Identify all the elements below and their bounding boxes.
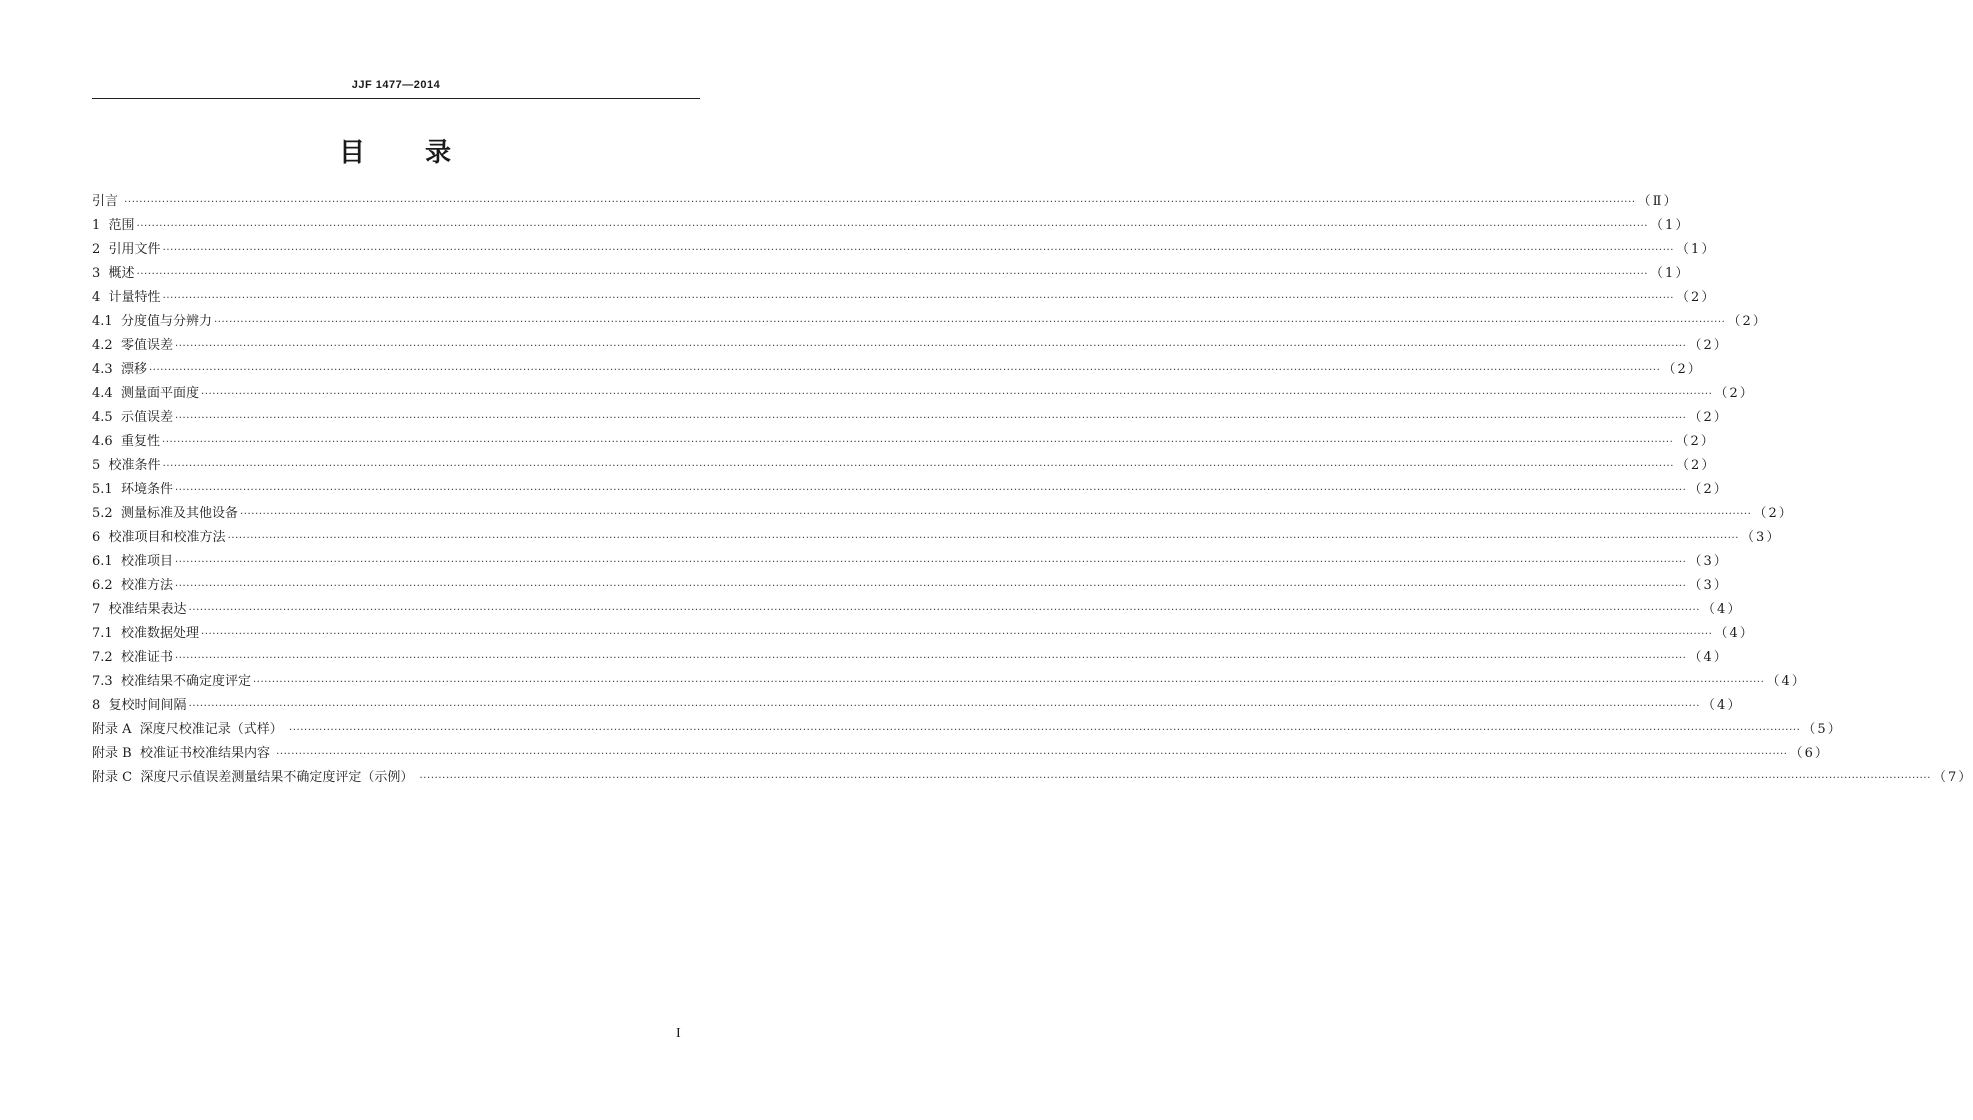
toc-entry[interactable] (92, 694, 1743, 718)
toc-entry[interactable] (92, 214, 1691, 238)
toc-entry-number: 1 (92, 218, 109, 233)
dot-leader: ················································································································································································································································································································································································································ (148, 365, 1661, 376)
toc-entry[interactable] (92, 598, 1743, 622)
toc-entry-page: （3） (1688, 554, 1729, 569)
toc-entry-number: 5 (92, 458, 109, 473)
toc-entry[interactable] (92, 502, 1794, 526)
toc-entry-page: （3） (1741, 530, 1782, 545)
toc-entry-label: 测量面平面度 (120, 386, 199, 401)
toc-entry[interactable] (92, 574, 1729, 598)
toc-entry-number: 4.2 (92, 338, 121, 353)
toc-entry-number: 7 (92, 602, 109, 617)
toc-entry[interactable] (92, 358, 1703, 382)
toc-entry-number: 7.3 (92, 674, 121, 689)
toc-entry-label: 引用文件 (108, 242, 161, 257)
dot-leader: ················································································································································································································································································································································································································ (213, 317, 1726, 328)
toc-entry-page: （Ⅱ） (1637, 194, 1679, 209)
toc-entry-label: 引言 (92, 194, 123, 209)
toc-entry-label: 测量标准及其他设备 (120, 506, 238, 521)
toc-entry[interactable] (92, 334, 1729, 358)
dot-leader: ················································································································································································································································································································································································································ (136, 269, 1649, 280)
toc-entry-label: 零值误差 (120, 338, 173, 353)
toc-entry-number: 4.4 (92, 386, 121, 401)
toc-entry[interactable] (92, 550, 1729, 574)
header-rule (92, 98, 700, 99)
toc-entry[interactable] (92, 742, 1830, 766)
toc-entry-label: 深度尺校准记录（式样） (139, 722, 287, 737)
toc-entry-page: （3） (1688, 578, 1729, 593)
toc-entry[interactable] (92, 238, 1717, 262)
toc-entry-page: （1） (1676, 242, 1717, 257)
toc-entry[interactable] (92, 478, 1729, 502)
dot-leader: ················································································································································································································································································································································································································ (174, 557, 1687, 568)
toc-entry-page: （2） (1676, 458, 1717, 473)
toc-entry[interactable] (92, 766, 1973, 790)
toc-entry-number: 3 (92, 266, 109, 281)
toc-entry-label: 校准项目和校准方法 (108, 530, 226, 545)
toc-entry-page: （4） (1766, 674, 1807, 689)
toc-entry-page: （4） (1702, 698, 1743, 713)
toc-entry-page: （2） (1714, 386, 1755, 401)
toc-entry-label: 示值误差 (120, 410, 173, 425)
toc-entry-label: 校准结果表达 (108, 602, 187, 617)
dot-leader: ················································································································································································································································································································································································································ (276, 749, 1788, 760)
toc-entry-page: （4） (1688, 650, 1729, 665)
toc-entry-label: 环境条件 (120, 482, 173, 497)
dot-leader: ················································································································································································································································································································································································································ (174, 341, 1687, 352)
toc-entry-label: 校准项目 (120, 554, 173, 569)
dot-leader: ················································································································································································································································································································································································································ (162, 293, 1675, 304)
toc-entry-page: （6） (1789, 746, 1830, 761)
toc-entry-number: 7.2 (92, 650, 121, 665)
toc-entry-number: 附录 C (92, 770, 141, 785)
dot-leader: ················································································································································································································································································································································································································ (288, 725, 1801, 736)
toc-entry[interactable] (92, 526, 1782, 550)
toc-entry-page: （4） (1714, 626, 1755, 641)
dot-leader: ················································································································································································································································································································································································································ (124, 197, 1636, 208)
dot-leader: ················································································································································································································································································································································································································ (162, 461, 1675, 472)
toc-entry[interactable] (92, 262, 1691, 286)
toc-entry-number: 4.5 (92, 410, 121, 425)
toc-entry-page: （1） (1650, 266, 1691, 281)
toc-entry[interactable] (92, 646, 1729, 670)
title-char-left: 目 (338, 138, 367, 168)
toc-entry-number: 2 (92, 242, 109, 257)
toc-entry-page: （2） (1676, 290, 1717, 305)
toc-entry-page: （4） (1702, 602, 1743, 617)
toc-entry-label: 概述 (108, 266, 135, 281)
dot-leader: ················································································································································································································································································································································································································ (174, 485, 1687, 496)
toc-entry-label: 校准条件 (108, 458, 161, 473)
toc-entry-number: 4.1 (92, 314, 121, 329)
toc-entry-page: （2） (1675, 434, 1716, 449)
dot-leader: ················································································································································································································································································································································································································ (188, 605, 1701, 616)
toc-entry-number: 附录 B (92, 746, 140, 761)
toc-entry[interactable] (92, 454, 1717, 478)
toc-entry-page: （2） (1688, 338, 1729, 353)
dot-leader: ················································································································································································································································································································································································································ (136, 221, 1649, 232)
page-title (92, 132, 700, 169)
toc-entry-label: 重复性 (120, 434, 160, 449)
toc-entry-label: 复校时间间隔 (108, 698, 187, 713)
dot-leader: ················································································································································································································································································································································································································ (174, 581, 1687, 592)
toc-entry[interactable] (92, 670, 1807, 694)
toc-entry-number: 5.1 (92, 482, 121, 497)
page-number: I (676, 1026, 681, 1041)
toc-entry-page: （1） (1650, 218, 1691, 233)
toc-entry-page: （5） (1802, 722, 1843, 737)
toc-entry-number: 7.1 (92, 626, 121, 641)
dot-leader: ················································································································································································································································································································································································································ (227, 533, 1740, 544)
toc-entry-page: （7） (1932, 770, 1973, 785)
toc-entry[interactable] (92, 190, 1679, 214)
toc-entry-number: 4.3 (92, 362, 121, 377)
toc-entry-label: 校准方法 (120, 578, 173, 593)
toc-entry-label: 校准证书 (120, 650, 173, 665)
toc-entry-label: 分度值与分辨力 (120, 314, 212, 329)
toc-entry[interactable] (92, 310, 1768, 334)
table-of-contents (92, 190, 1973, 790)
toc-entry-number: 4 (92, 290, 109, 305)
toc-entry-label: 计量特性 (108, 290, 161, 305)
toc-entry-number: 6.1 (92, 554, 121, 569)
toc-entry-number: 5.2 (92, 506, 121, 521)
dot-leader: ················································································································································································································································································································································································································ (239, 509, 1752, 520)
toc-entry[interactable] (92, 406, 1729, 430)
toc-entry-label: 校准证书校准结果内容 (139, 746, 275, 761)
toc-entry[interactable] (92, 382, 1755, 406)
toc-entry-page: （2） (1727, 314, 1768, 329)
toc-entry-label: 深度尺示值误差测量结果不确定度评定（示例） (140, 770, 418, 785)
toc-entry-number: 8 (92, 698, 109, 713)
toc-entry-page: （2） (1662, 362, 1703, 377)
dot-leader: ················································································································································································································································································································································································································ (174, 413, 1687, 424)
dot-leader: ················································································································································································································································································································································································································ (200, 389, 1713, 400)
toc-entry-page: （2） (1688, 410, 1729, 425)
toc-entry-number: 6.2 (92, 578, 121, 593)
dot-leader: ················································································································································································································································································································································································································ (419, 773, 1931, 784)
toc-entry[interactable] (92, 718, 1843, 742)
dot-leader: ················································································································································································································································································································································································································ (252, 677, 1765, 688)
toc-entry[interactable] (92, 622, 1755, 646)
toc-entry[interactable] (92, 430, 1716, 454)
toc-entry[interactable] (92, 286, 1717, 310)
toc-entry-number: 附录 A (92, 722, 140, 737)
dot-leader: ················································································································································································································································································································································································································ (188, 701, 1701, 712)
toc-entry-number: 6 (92, 530, 109, 545)
title-char-right: 录 (425, 138, 454, 168)
toc-entry-label: 范围 (108, 218, 135, 233)
toc-entry-number: 4.6 (92, 434, 121, 449)
dot-leader: ················································································································································································································································································································································································································ (200, 629, 1713, 640)
toc-entry-label: 校准结果不确定度评定 (120, 674, 251, 689)
dot-leader: ················································································································································································································································································································································································································ (161, 437, 1674, 448)
toc-entry-page: （2） (1753, 506, 1794, 521)
dot-leader: ················································································································································································································································································································································································································ (162, 245, 1675, 256)
toc-entry-label: 校准数据处理 (120, 626, 199, 641)
standard-header: JJF 1477—2014 (351, 79, 441, 91)
toc-entry-page: （2） (1688, 482, 1729, 497)
dot-leader: ················································································································································································································································································································································································································ (174, 653, 1687, 664)
toc-entry-label: 漂移 (120, 362, 147, 377)
